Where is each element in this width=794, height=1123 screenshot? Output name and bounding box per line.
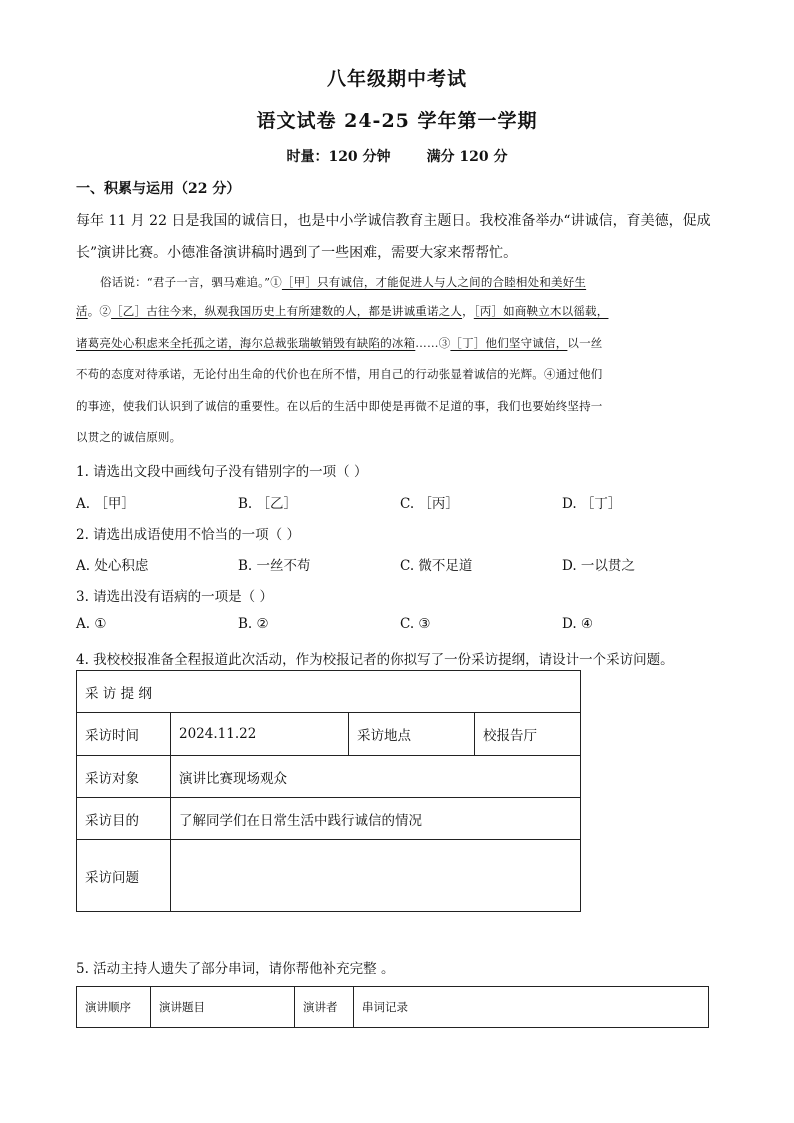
underlined-sentence-jia-end: 活 xyxy=(76,304,88,318)
question-4-stem: 4. 我校校报准备全程报道此次活动，作为校报记者的你拟写了一份采访提纲，请设计一个采访问题。 xyxy=(76,652,674,668)
question-2-option-c[interactable]: C. 微不足道 xyxy=(400,558,473,574)
question-3-option-b[interactable]: B. ② xyxy=(238,616,269,632)
passage-line-3 xyxy=(76,335,603,351)
passage-text: 俗话说：“君子一言，驷马难追。”① xyxy=(100,275,282,289)
interview-question-answer-field[interactable] xyxy=(171,840,581,912)
underlined-sentence-bing: ［丙］如商鞅立木以徭载， xyxy=(473,304,609,318)
speech-table-header-title: 演讲题目 xyxy=(151,987,295,1028)
table-row xyxy=(77,798,581,840)
exam-subtitle: 语文试卷 24-25 学年第一学期 xyxy=(256,110,538,132)
question-5-stem: 5. 活动主持人遗失了部分串词，请你帮他补充完整 。 xyxy=(76,961,395,977)
underlined-sentence-bing-end: 诸葛亮处心积虑来全托孤之诺，海尔总裁张瑞敏销毁有缺陷的冰箱 xyxy=(76,336,416,350)
table-row xyxy=(77,671,581,713)
question-3-stem: 3. 请选出没有语病的一项是（ ） xyxy=(76,589,273,605)
passage-line-6: 以贯之的诚信原则。 xyxy=(76,430,182,444)
exam-time: 时量：120 分钟 xyxy=(286,149,391,165)
exam-time-score xyxy=(0,146,794,166)
passage-text: ， xyxy=(462,304,474,318)
interview-time-label: 采访时间 xyxy=(77,713,171,756)
interview-target-label: 采访对象 xyxy=(77,756,171,798)
question-3-option-d[interactable]: D. ④ xyxy=(562,616,594,632)
question-2-option-b[interactable]: B. 一丝不苟 xyxy=(238,558,311,574)
passage-line-4: 不苟的态度对待承诺，无论付出生命的代价也在所不惜，用自己的行动张显着诚信的光辉。④通过他们 xyxy=(76,367,603,381)
question-1-option-b[interactable]: B. ［乙］ xyxy=(238,496,298,512)
interview-table-header: 采 访 提 纲 xyxy=(77,671,581,713)
interview-purpose-value: 了解同学们在日常生活中践行诚信的情况 xyxy=(171,798,581,840)
interview-place-label: 采访地点 xyxy=(349,713,475,756)
table-row xyxy=(77,713,581,756)
underlined-sentence-jia: ［甲］只有诚信，才能促进人与人之间的合睦相处和美好生 xyxy=(281,275,587,289)
question-2-stem: 2. 请选出成语使用不恰当的一项（ ） xyxy=(76,527,300,543)
speech-table-header-order: 演讲顺序 xyxy=(77,987,151,1028)
exam-score: 满分 120 分 xyxy=(426,149,508,165)
speech-record-table xyxy=(76,986,709,1028)
interview-time-value: 2024.11.22 xyxy=(171,713,349,756)
question-2-option-d[interactable]: D. 一以贯之 xyxy=(562,558,635,574)
passage-text: 。② xyxy=(87,304,112,318)
speech-table-header-record: 串词记录 xyxy=(354,987,709,1028)
intro-line-2: 长”演讲比赛。小德准备演讲稿时遇到了一些困难，需要大家来帮帮忙。 xyxy=(76,245,518,261)
question-1-option-d[interactable]: D. ［丁］ xyxy=(562,496,622,512)
interview-outline-table xyxy=(76,670,581,912)
question-3-option-c[interactable]: C. ③ xyxy=(400,616,431,632)
question-1-stem: 1. 请选出文段中画线句子没有错别字的一项（ ） xyxy=(76,464,368,480)
table-row xyxy=(77,756,581,798)
interview-question-label: 采访问题 xyxy=(77,840,171,912)
section-heading: 一、积累与运用（22 分） xyxy=(76,181,241,197)
interview-purpose-label: 采访目的 xyxy=(77,798,171,840)
underlined-sentence-yi: ［乙］古往今来，纵观我国历史上有所建数的人，都是讲诚重诺之人 xyxy=(111,304,463,318)
question-3-option-a[interactable]: A. ① xyxy=(76,616,107,632)
underlined-sentence-ding: ［丁］他们坚守诚信， xyxy=(450,336,568,350)
exam-title: 八年级期中考试 xyxy=(326,68,467,90)
intro-line-1: 每年 11 月 22 日是我国的诚信日，也是中小学诚信教育主题日。我校准备举办“讲诚信，育美德，促成 xyxy=(76,213,711,229)
question-1-option-c[interactable]: C. ［丙］ xyxy=(400,496,459,512)
passage-text: 以一丝 xyxy=(567,336,603,350)
question-2-option-a[interactable]: A. 处心积虑 xyxy=(76,558,149,574)
speech-table-header-speaker: 演讲者 xyxy=(295,987,354,1028)
passage-text: ……③ xyxy=(415,336,451,350)
interview-target-value: 演讲比赛现场观众 xyxy=(171,756,581,798)
table-row xyxy=(77,840,581,912)
question-1-option-a[interactable]: A. ［甲］ xyxy=(76,496,135,512)
passage-line-1 xyxy=(100,274,586,290)
interview-place-value: 校报告厅 xyxy=(475,713,581,756)
passage-line-2 xyxy=(76,303,608,319)
passage-line-5: 的事迹，使我们认识到了诚信的重要性。在以后的生活中即使是再微不足道的事，我们也要始终坚持一 xyxy=(76,399,603,413)
table-row xyxy=(77,987,709,1028)
